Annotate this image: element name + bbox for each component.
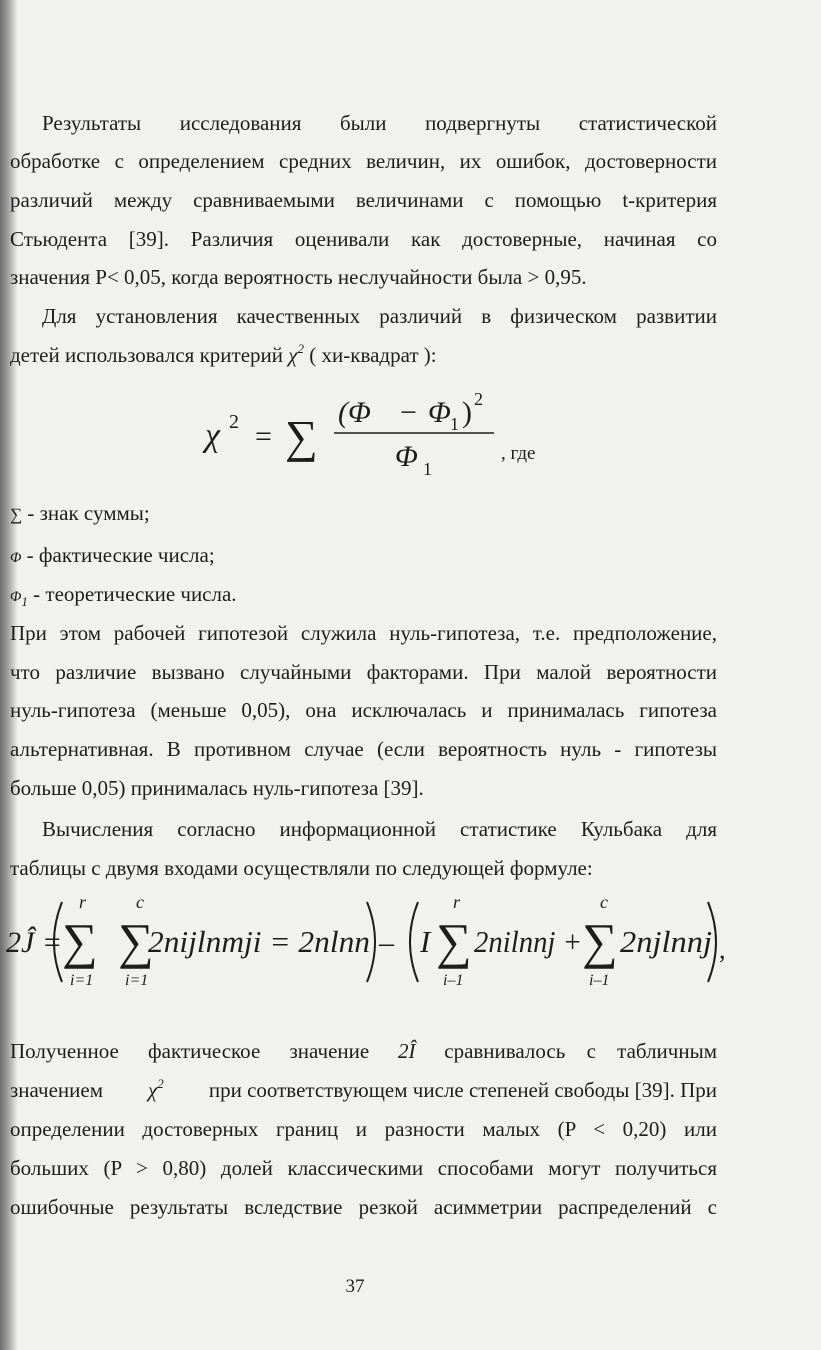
text-line: значения P< 0,05, когда вероятность неслучайности была > 0,95. bbox=[10, 265, 587, 289]
text-line: При этом рабочей гипотезой служила нуль-гипотеза, т.е. предположение, bbox=[10, 621, 717, 645]
page-number: 37 bbox=[345, 1276, 365, 1297]
formula2-term3: 2njlnnj bbox=[620, 924, 712, 959]
formula2-term2: 2nilnnj + bbox=[474, 924, 582, 959]
formula2-sum-1: ∑ bbox=[62, 913, 98, 969]
legend-text: - теоретические числа. bbox=[33, 582, 237, 606]
legend-text: - фактические числа; bbox=[26, 543, 215, 567]
formula2-lower-2: i=1 bbox=[125, 972, 149, 989]
formula-denominator-subscript: 1 bbox=[423, 459, 432, 479]
formula2-minus: – bbox=[379, 926, 394, 959]
formula-sum: ∑ bbox=[285, 411, 318, 462]
formula2-sum-2: ∑ bbox=[118, 913, 154, 969]
text-line: таблицы с двумя входами осуществляли по следующей формуле: bbox=[10, 856, 593, 880]
text-fragment: детей использовался критерий bbox=[10, 343, 284, 367]
formula2-lhs: 2Ĵ = bbox=[6, 926, 63, 959]
text-fragment: ( хи-квадрат ): bbox=[309, 343, 437, 367]
formula2-sum-3: ∑ bbox=[436, 913, 472, 969]
formula2-upper-r2: r bbox=[453, 892, 461, 912]
formula2-upper-r: r bbox=[79, 892, 87, 912]
text-fragment: Полученное фактическое значение bbox=[10, 1039, 370, 1063]
text-line: больших (P > 0,80) долей классическими способами могут получиться bbox=[10, 1156, 717, 1180]
phi1-symbol: $\Phi_1$ bbox=[10, 589, 28, 609]
formula2-lower-4: i–1 bbox=[589, 972, 610, 989]
phi-symbol: Φ bbox=[10, 550, 22, 566]
left-paren-2 bbox=[410, 902, 418, 982]
text-line: что различие вызвано случайными факторами. При малой вероятности bbox=[10, 660, 717, 684]
text-line: больше 0,05) принималась нуль-гипотеза [39]. bbox=[10, 776, 424, 800]
formula-minus: − bbox=[400, 396, 417, 429]
formula-where: , где bbox=[501, 443, 536, 464]
text-line: обработке с определением средних величин, их ошибок, достоверности bbox=[10, 149, 717, 173]
text-line: нуль-гипотеза (меньше 0,05), она исключалась и принималась гипотеза bbox=[10, 698, 717, 722]
text-line: определении достоверных границ и разности малых (P < 0,20) или bbox=[10, 1117, 717, 1141]
formula2-lower-3: i–1 bbox=[443, 972, 464, 989]
formula2-term1: 2nijlnmji = 2nlnn bbox=[148, 924, 370, 959]
text-line bbox=[10, 1039, 717, 1063]
text-line: Результаты исследования были подвергнуты статистической bbox=[42, 111, 717, 135]
text-fragment: значением bbox=[10, 1078, 103, 1102]
formula-chi-exponent: 2 bbox=[229, 411, 239, 433]
text-line: Стьюдента [39]. Различия оценивали как достоверные, начиная со bbox=[10, 227, 717, 251]
text-line: Вычисления согласно информационной статистике Кульбака для bbox=[42, 817, 717, 841]
formula-numerator-exponent: 2 bbox=[474, 389, 483, 409]
legend-text: - знак суммы; bbox=[27, 501, 150, 525]
formula-denominator: Φ bbox=[395, 440, 418, 473]
formula-numerator-close: ) bbox=[462, 396, 472, 429]
text-line: Для установления качественных различий в физическом развитии bbox=[42, 304, 717, 328]
formula-phi-subscript: 1 bbox=[450, 414, 459, 434]
formula2-comma: , bbox=[719, 935, 726, 964]
ihat-symbol: 2Î bbox=[397, 1039, 416, 1063]
formula-numerator-open: (Φ bbox=[338, 396, 371, 429]
text-line: различий между сравниваемыми величинами с помощью t-критерия bbox=[10, 188, 717, 212]
formula-equals: = bbox=[255, 420, 272, 453]
formula2-upper-c: c bbox=[136, 892, 144, 912]
formula2-sum-4: ∑ bbox=[582, 913, 618, 969]
formula2-upper-c2: c bbox=[600, 892, 608, 912]
chi-symbol: $\chi^2$ bbox=[288, 341, 305, 367]
text-line bbox=[10, 1078, 717, 1102]
formula2-I: I bbox=[420, 924, 431, 959]
text-line: альтернативная. В противном случае (если вероятность нуль - гипотезы bbox=[10, 737, 717, 761]
formula2-lower-1: i=1 bbox=[70, 972, 94, 989]
text-fragment: при соответствующем числе степеней свободы [39]. При bbox=[208, 1078, 717, 1102]
text-line: ошибочные результаты вследствие резкой асимметрии распределений с bbox=[10, 1195, 717, 1219]
formula-phi: Φ bbox=[428, 396, 451, 429]
text-fragment: сравнивалось с табличным bbox=[444, 1039, 717, 1063]
chi-symbol: $\chi^2$ bbox=[148, 1076, 164, 1102]
sum-symbol: ∑ bbox=[10, 505, 23, 524]
formula-chi: χ bbox=[205, 417, 220, 454]
